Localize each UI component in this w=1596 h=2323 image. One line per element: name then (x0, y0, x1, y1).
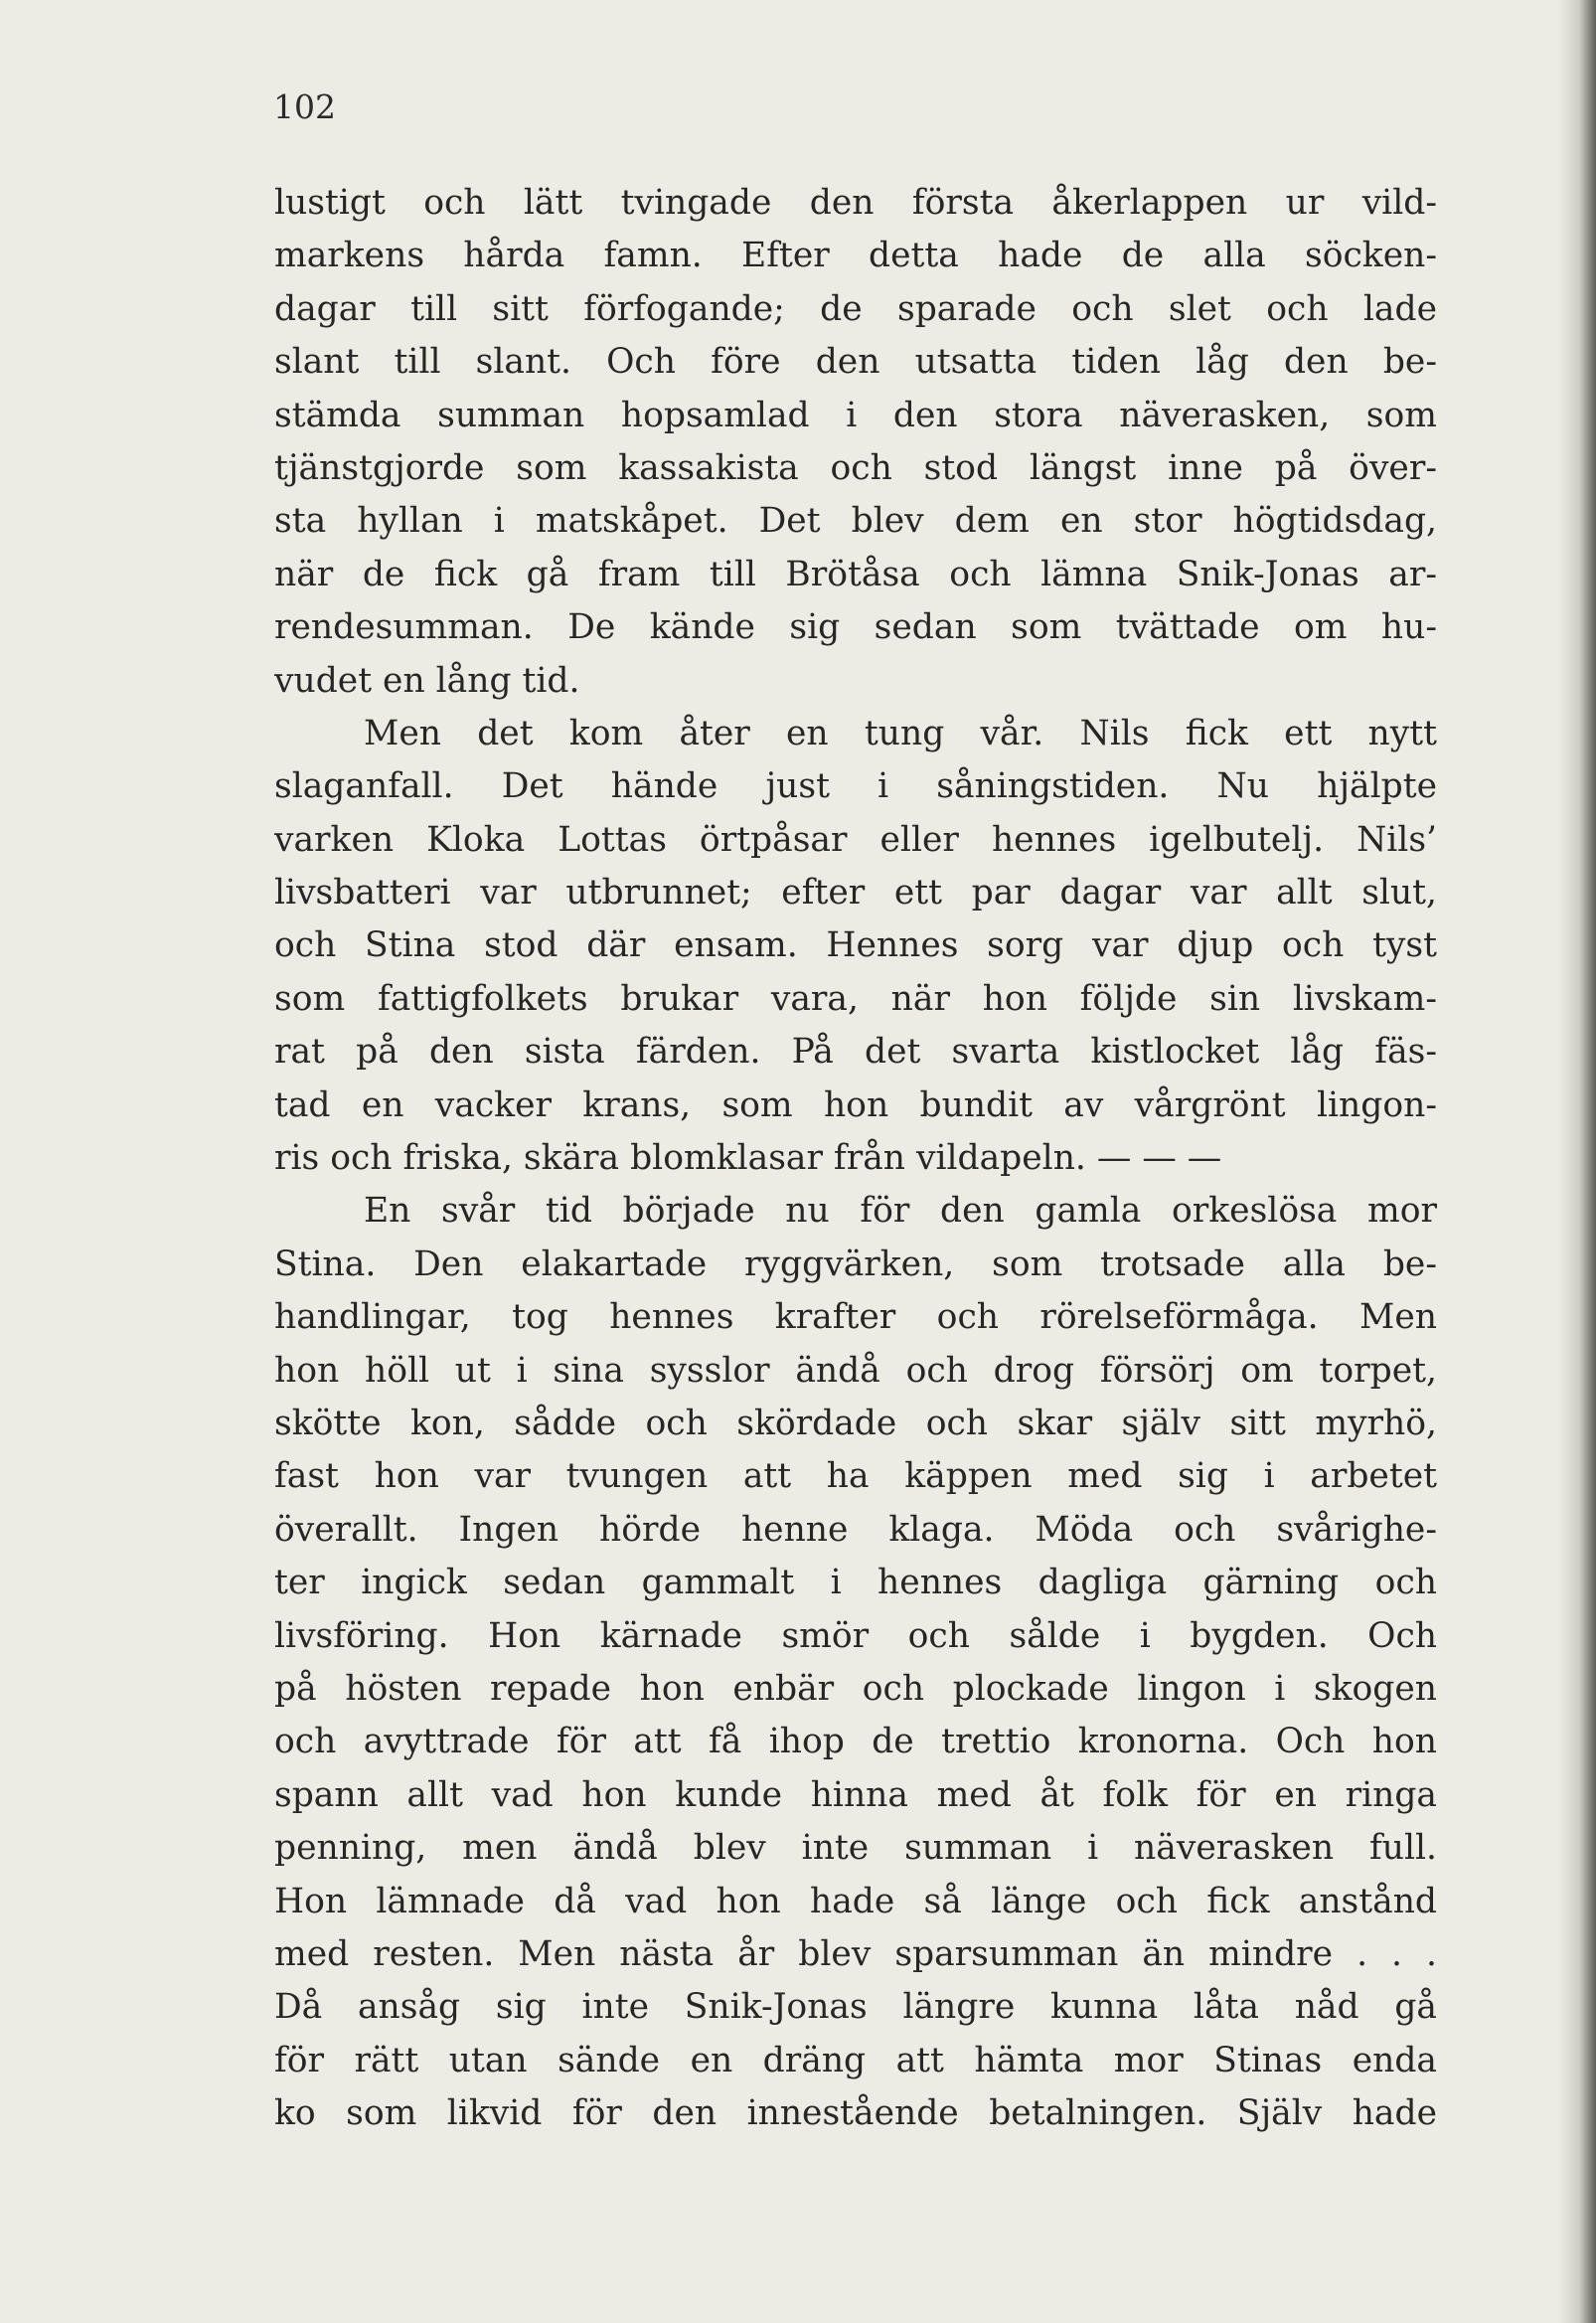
text-line: vudet en lång tid. (274, 660, 580, 701)
text-line: tjänstgjorde som kassakista och stod längst inne på över- (274, 447, 1437, 488)
text-line: med resten. Men nästa år blev sparsumman än mindre . . . (274, 1933, 1437, 1974)
text-line: Hon lämnade då vad hon hade så länge och fick anstånd (274, 1881, 1437, 1921)
text-line: stämda summan hopsamlad i den stora näverasken, som (274, 395, 1437, 435)
text-line: ris och friska, skära blomklasar från vildapeln. — — — (274, 1138, 1222, 1179)
text-line: En svår tid började nu för den gamla orkeslösa mor (364, 1191, 1437, 1232)
text-line: slaganfall. Det hände just i såningstiden. Nu hjälpte (274, 766, 1437, 807)
text-line: slant till slant. Och före den utsatta tiden låg den be- (274, 342, 1437, 383)
text-line: sta hyllan i matskåpet. Det blev dem en stor högtidsdag, (274, 501, 1437, 542)
text-line: för rätt utan sände en dräng att hämta mor Stinas enda (274, 2040, 1437, 2080)
text-line: fast hon var tvungen att ha käppen med sig i arbetet (274, 1456, 1437, 1497)
text-line: markens hårda famn. Efter detta hade de alla söcken- (274, 236, 1437, 276)
text-line: Stina. Den elakartade ryggvärken, som trotsade alla be- (274, 1244, 1437, 1284)
text-line: spann allt vad hon kunde hinna med åt folk för en ringa (274, 1774, 1437, 1815)
text-line: överallt. Ingen hörde henne klaga. Möda och svårighe- (274, 1509, 1437, 1550)
text-line: på hösten repade hon enbär och plockade lingon i skogen (274, 1668, 1437, 1709)
text-line: Men det kom åter en tung vår. Nils fick ett nytt (364, 713, 1437, 753)
text-line: dagar till sitt förfogande; de sparade och slet och lade (274, 288, 1437, 329)
page-number: 102 (273, 87, 336, 126)
text-line: hon höll ut i sina sysslor ändå och drog försörj om torpet, (274, 1350, 1437, 1391)
text-line: och Stina stod där ensam. Hennes sorg var djup och tyst (274, 925, 1437, 966)
text-line: som fattigfolkets brukar vara, när hon följde sin livskam- (274, 978, 1437, 1019)
page-edge-shadow (1558, 0, 1596, 2323)
text-line: och avyttrade för att få ihop de trettio kronorna. Och hon (274, 1722, 1437, 1762)
text-line: ko som likvid för den innestående betalningen. Själv hade (274, 2093, 1437, 2134)
text-line: Då ansåg sig inte Snik-Jonas längre kunna låta nåd gå (274, 1987, 1437, 2028)
text-line: varken Kloka Lottas örtpåsar eller hennes igelbutelj. Nils’ (274, 819, 1437, 860)
text-line: skötte kon, sådde och skördade och skar själv sitt myrhö, (274, 1403, 1437, 1443)
text-line: rendesumman. De kände sig sedan som tvättade om hu- (274, 607, 1437, 648)
text-line: när de fick gå fram till Brötåsa och lämna Snik-Jonas ar- (274, 554, 1437, 594)
text-line: tad en vacker krans, som hon bundit av vårgrönt lingon- (274, 1084, 1437, 1125)
text-line: ter ingick sedan gammalt i hennes dagliga gärning och (274, 1563, 1437, 1603)
text-line: penning, men ändå blev inte summan i näverasken full. (274, 1828, 1437, 1869)
text-line: livsföring. Hon kärnade smör och sålde i bygden. Och (274, 1615, 1437, 1656)
text-line: handlingar, tog hennes krafter och rörelseförmåga. Men (274, 1297, 1437, 1338)
text-line: rat på den sista färden. På det svarta kistlocket låg fäs- (274, 1032, 1437, 1073)
text-line: livsbatteri var utbrunnet; efter ett par dagar var allt slut, (274, 873, 1437, 913)
text-line: lustigt och lätt tvingade den första åkerlappen ur vild- (274, 183, 1437, 223)
body-text (274, 177, 1437, 2140)
